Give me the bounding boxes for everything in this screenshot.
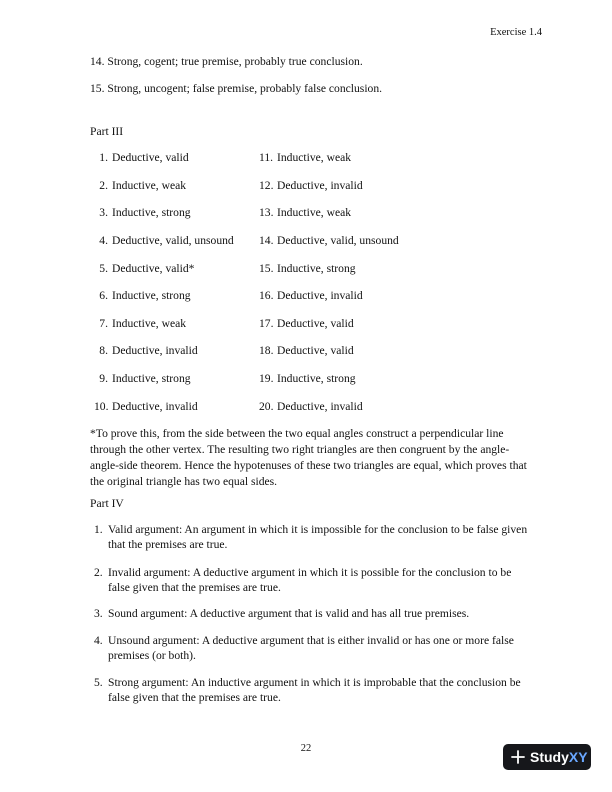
answer-item: 1. Deductive, valid [99, 151, 189, 164]
answer-item: 5. Deductive, valid* [99, 262, 195, 275]
answer-item: 19. Inductive, strong [259, 372, 356, 385]
answer-item: 12. Deductive, invalid [259, 179, 363, 192]
section-heading: Part IV [90, 497, 124, 510]
answer-item: 18. Deductive, valid [259, 344, 354, 357]
section-heading: Part III [90, 125, 124, 138]
definition-item: 5. Strong argument: An inductive argument in which it is improbable that the conclusion be false given that the premises are true. [94, 676, 521, 704]
answer-item: 15. Inductive, strong [259, 262, 356, 275]
definition-item: 2. Invalid argument: A deductive argument in which it is possible for the conclusion to be false given that the premises are true. [94, 566, 512, 594]
answer-item: 7. Inductive, weak [99, 317, 187, 330]
answer-line: 14. Strong, cogent; true premise, probably true conclusion. [90, 55, 363, 68]
answer-item: 3. Inductive, strong [99, 206, 191, 219]
studyxy-badge[interactable] [503, 744, 591, 770]
answer-item: 13. Inductive, weak [259, 206, 352, 219]
plus-icon [511, 750, 525, 764]
footnote-paragraph: *To prove this, from the side between the two equal angles construct a perpendicular line through the other vertex. The resulting two right triangles are then congruent by the angle-angle-side theorem. Hence the hypotenuses of these two triangles are equal, which proves that the original triangle has two equal sides. [90, 427, 527, 488]
answer-item: 14. Deductive, valid, unsound [259, 234, 399, 247]
answer-item: 4. Deductive, valid, unsound [99, 234, 234, 247]
definition-item: 3. Sound argument: A deductive argument that is valid and has all true premises. [94, 607, 470, 620]
answer-item: 20. Deductive, invalid [259, 400, 363, 413]
brand-name: Study [530, 749, 569, 765]
answer-item: 2. Inductive, weak [99, 179, 187, 192]
brand-suffix: XY [568, 749, 588, 765]
definition-item: 4. Unsound argument: A deductive argument that is either invalid or has one or more false premises (or both). [94, 634, 514, 662]
answer-item: 6. Inductive, strong [99, 289, 191, 302]
answer-item: 8. Deductive, invalid [99, 344, 198, 357]
page-header: Exercise 1.4 [490, 27, 542, 38]
answer-item: 9. Inductive, strong [99, 372, 191, 385]
page-number: 22 [300, 743, 312, 754]
answer-item: 10. Deductive, invalid [94, 400, 198, 413]
definition-item: 1. Valid argument: An argument in which it is impossible for the conclusion to be false given that the premises are true. [94, 523, 528, 551]
answer-line: 15. Strong, uncogent; false premise, probably false conclusion. [90, 82, 383, 95]
answer-item: 11. Inductive, weak [259, 151, 352, 164]
answer-item: 17. Deductive, valid [259, 317, 354, 330]
answer-item: 16. Deductive, invalid [259, 289, 363, 302]
